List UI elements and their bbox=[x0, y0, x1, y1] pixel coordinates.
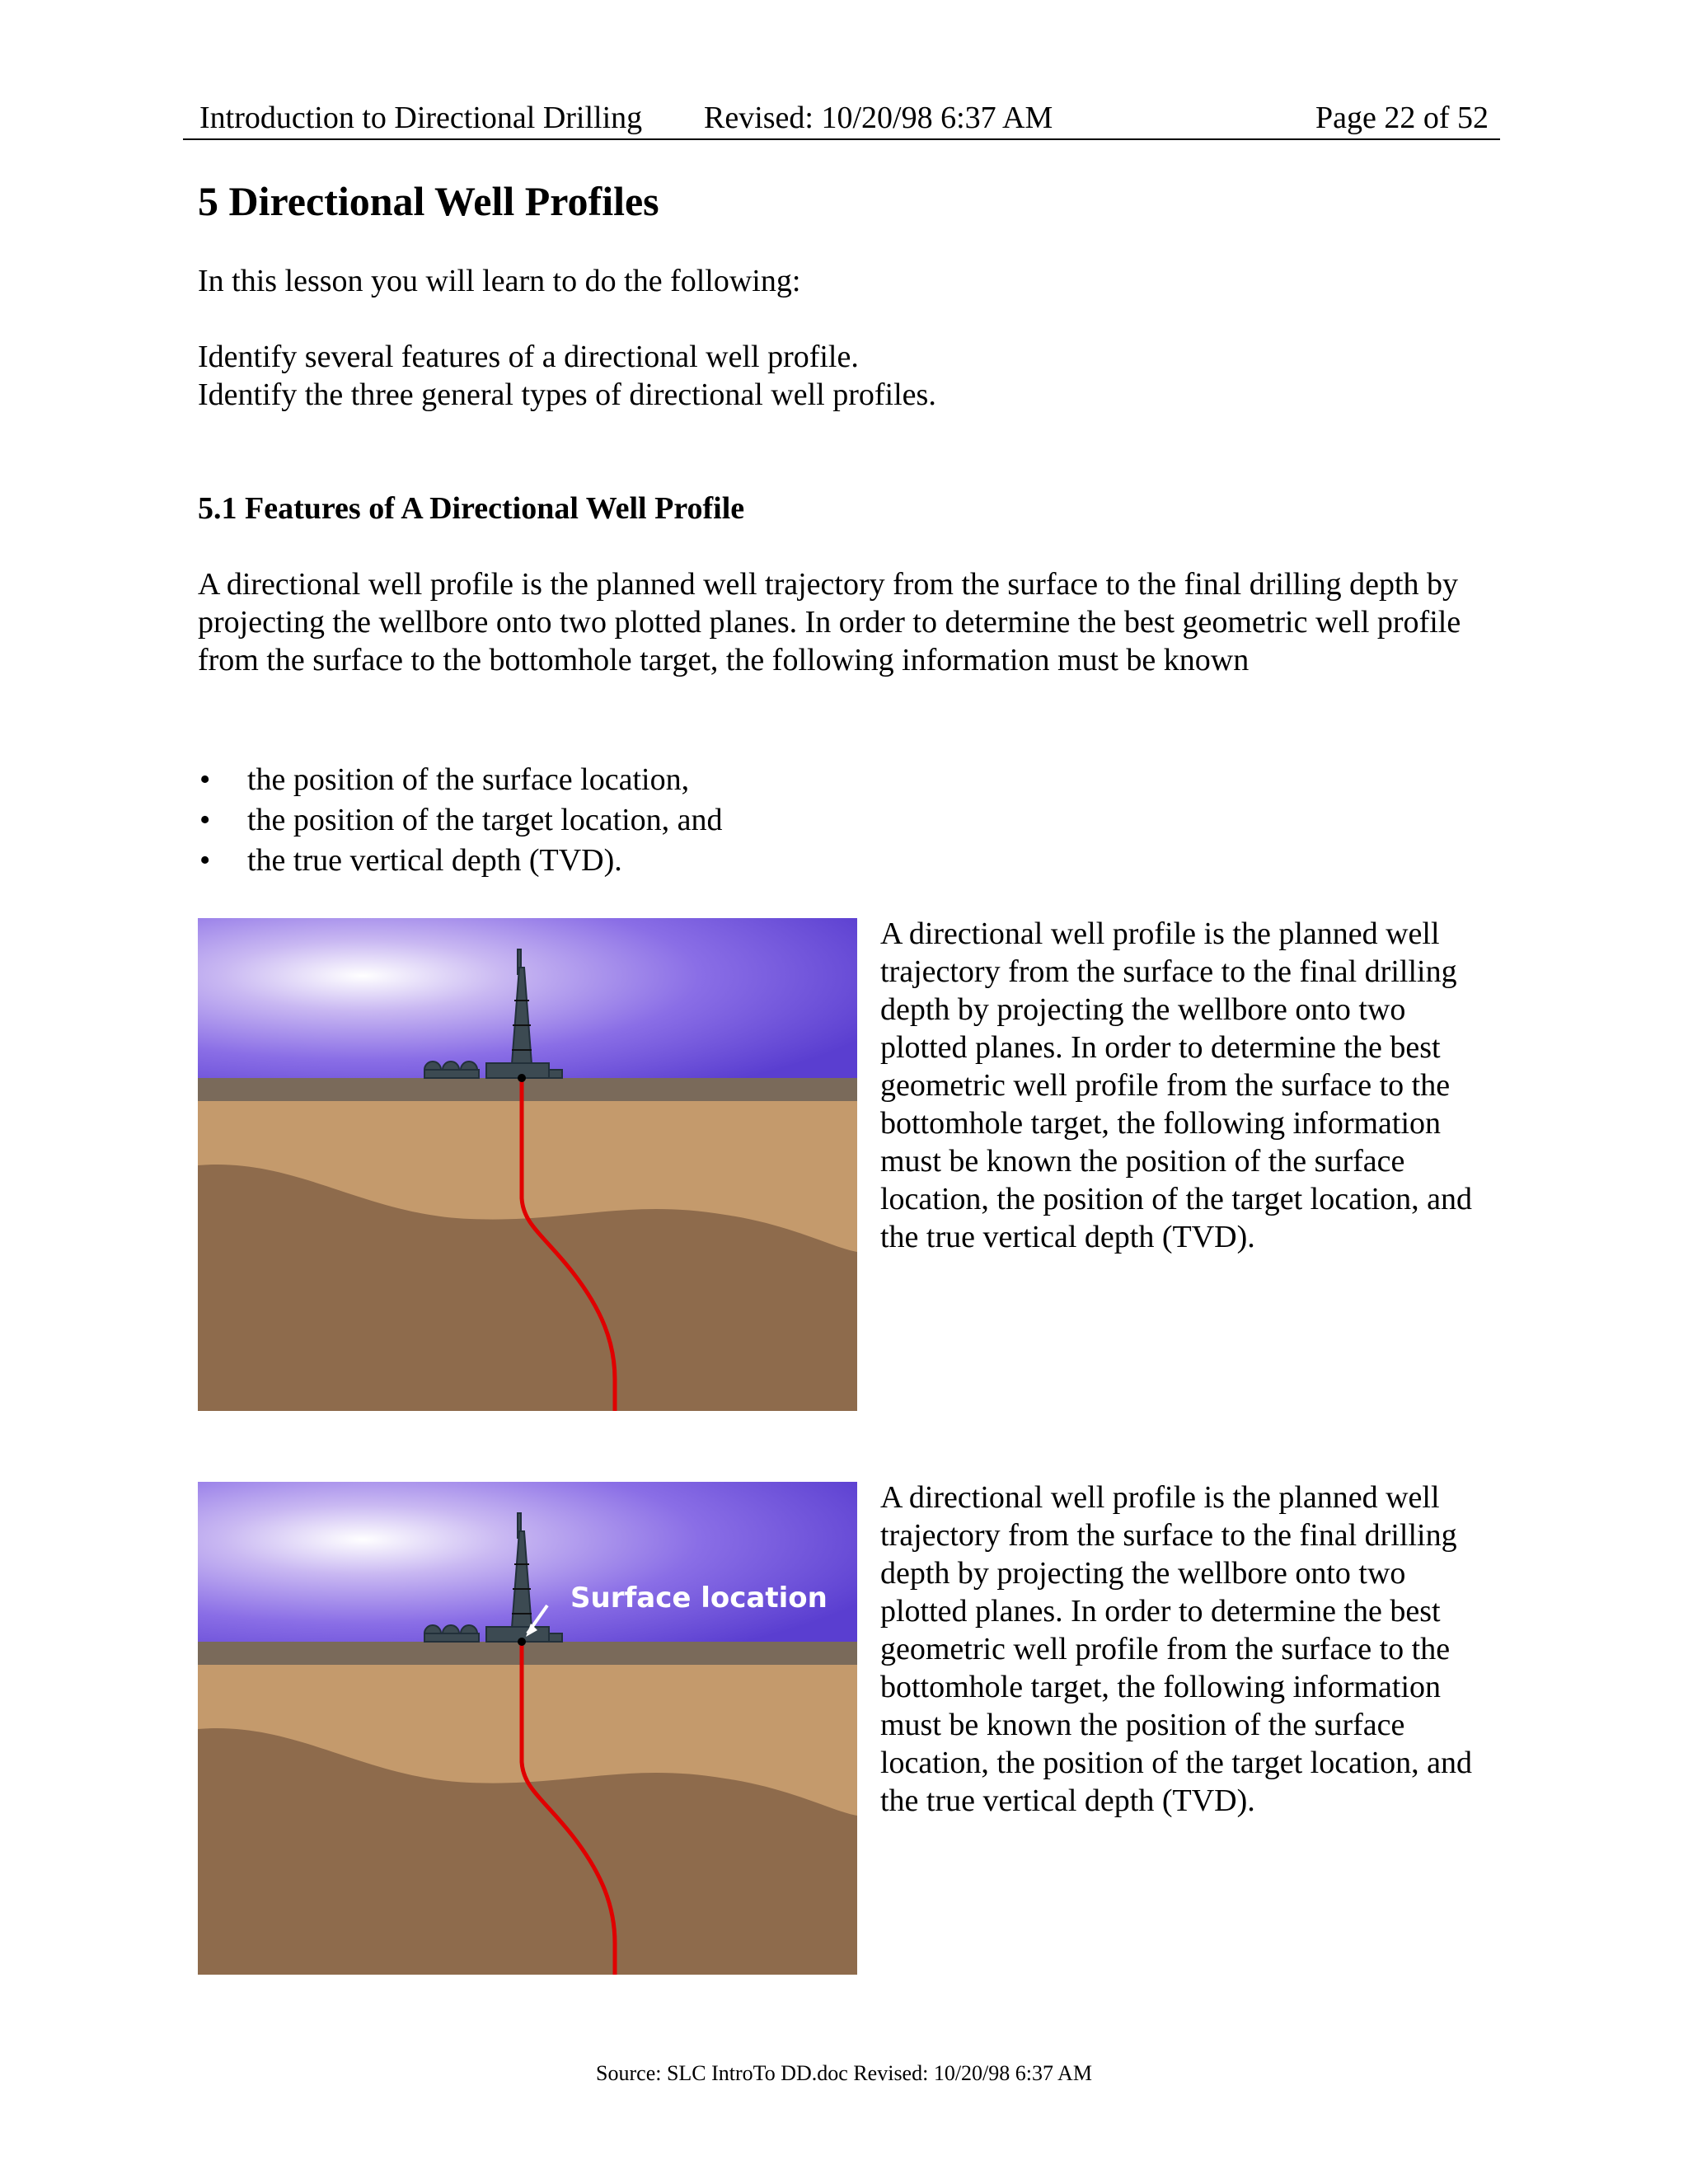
list-item-text: the true vertical depth (TVD). bbox=[247, 843, 622, 878]
bullet-icon: • bbox=[199, 843, 211, 878]
surface-location-label: Surface location bbox=[570, 1582, 828, 1615]
header-page-number: Page 22 of 52 bbox=[1315, 101, 1489, 135]
section-paragraph: A directional well profile is the planned well trajectory from the surface to the final drilling depth by projecting the wellbore onto two plotted planes. In order to determine the best geometric well profile from the surface to the bottomhole target, the following information must be known bbox=[198, 567, 1461, 677]
page-footer: Source: SLC IntroTo DD.doc Revised: 10/20/98 6:37 AM bbox=[596, 2061, 1092, 2085]
page-header bbox=[183, 97, 1500, 140]
list-item-text: the position of the target location, and bbox=[247, 803, 723, 837]
objective-2: Identify the three general types of directional well profiles. bbox=[198, 377, 936, 412]
well-profile-illustration bbox=[198, 918, 857, 1411]
list-item bbox=[198, 760, 723, 800]
list-item-text: the position of the surface location, bbox=[247, 762, 690, 797]
figure-2-caption: A directional well profile is the planned well trajectory from the surface to the final drilling depth by projecting the wellbore onto two plotted planes. In order to determine the best geometric well profile from the surface to the bottomhole target, the following information must be known the position of the surface location, the position of the target location, and the true vertical depth (TVD). bbox=[880, 1480, 1472, 1818]
ground-surface bbox=[198, 1642, 857, 1666]
list-item bbox=[198, 800, 723, 841]
well-profile-illustration bbox=[198, 1482, 857, 1975]
requirements-list bbox=[198, 760, 723, 881]
header-document-title: Introduction to Directional Drilling bbox=[199, 101, 643, 135]
ground-surface bbox=[198, 1078, 857, 1103]
surface-location-point bbox=[518, 1074, 526, 1082]
header-revised-date: Revised: 10/20/98 6:37 AM bbox=[704, 101, 1053, 135]
bullet-icon: • bbox=[199, 762, 211, 797]
figure-1-caption: A directional well profile is the planned well trajectory from the surface to the final drilling depth by projecting the wellbore onto two plotted planes. In order to determine the best geometric well profile from the surface to the bottomhole target, the following information must be known the position of the surface location, the position of the target location, and the true vertical depth (TVD). bbox=[880, 916, 1472, 1254]
bullet-icon: • bbox=[199, 803, 211, 837]
chapter-title: 5 Directional Well Profiles bbox=[198, 178, 659, 224]
well-profile-figure-2 bbox=[198, 1482, 857, 1975]
objective-1: Identify several features of a directional well profile. bbox=[198, 340, 859, 374]
list-item bbox=[198, 841, 723, 881]
section-heading: 5.1 Features of A Directional Well Profile bbox=[198, 491, 745, 526]
intro-text: In this lesson you will learn to do the following: bbox=[198, 264, 801, 298]
surface-location-point bbox=[518, 1638, 526, 1646]
well-profile-figure-1 bbox=[198, 918, 857, 1411]
